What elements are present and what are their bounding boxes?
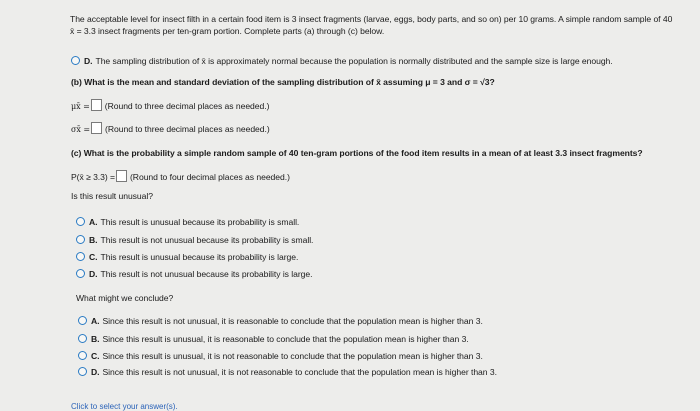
radio-button[interactable] — [71, 56, 80, 65]
radio-button[interactable] — [78, 367, 87, 376]
radio-button[interactable] — [76, 217, 85, 226]
radio-button[interactable] — [78, 351, 87, 360]
probability-note: (Round to four decimal places as needed.) — [130, 172, 290, 182]
radio-button[interactable] — [78, 316, 87, 325]
option-text: This result is not unusual because its probability is small. — [100, 235, 314, 245]
conclude-question: What might we conclude? — [76, 293, 174, 303]
mean-label: μx̄ = — [71, 102, 90, 111]
radio-button[interactable] — [78, 334, 87, 343]
option-text: This result is unusual because its probability is small. — [100, 217, 300, 227]
mean-row — [71, 99, 269, 111]
probability-label: P(x̄ ≥ 3.3) = — [71, 172, 115, 182]
part-a-option-d[interactable] — [71, 56, 613, 66]
part-c-question: (c) What is the probability a simple random sample of 40 ten-gram portions of the food item results in a mean of at least 3.3 insect fragments? — [71, 148, 643, 158]
mean-note: (Round to three decimal places as needed.) — [104, 101, 270, 111]
sd-note: (Round to three decimal places as needed.) — [105, 124, 270, 134]
sd-label: σx̄ = — [71, 125, 91, 134]
radio-button[interactable] — [76, 235, 85, 244]
unusual-question: Is this result unusual? — [71, 191, 153, 201]
radio-button[interactable] — [76, 269, 85, 278]
option-letter: D. — [89, 269, 98, 279]
option-text: Since this result is not unusual, it is not reasonable to conclude that the population mean is higher than 3. — [102, 367, 497, 377]
conclude-option-d[interactable] — [78, 367, 497, 377]
option-letter: C. — [91, 351, 100, 361]
mean-answer-input[interactable] — [91, 99, 102, 111]
option-text: Since this result is unusual, it is not reasonable to conclude that the population mean is higher than 3. — [102, 351, 483, 361]
probability-answer-input[interactable] — [116, 170, 127, 182]
unusual-option-a[interactable] — [76, 217, 299, 227]
sd-row — [71, 122, 270, 134]
unusual-option-d[interactable] — [76, 269, 312, 279]
option-letter: C. — [89, 252, 98, 262]
conclude-option-a[interactable] — [78, 316, 483, 326]
sd-answer-input[interactable] — [91, 122, 102, 134]
option-text: This result is unusual because its probability is large. — [100, 252, 299, 262]
conclude-option-c[interactable] — [78, 351, 483, 361]
option-text: Since this result is not unusual, it is reasonable to conclude that the population mean is higher than 3. — [102, 316, 483, 326]
option-letter: B. — [91, 334, 100, 344]
option-letter: D. — [84, 56, 93, 66]
select-answer-hint: Click to select your answer(s). — [71, 402, 178, 411]
unusual-option-c[interactable] — [76, 252, 298, 262]
conclude-option-b[interactable] — [78, 334, 469, 344]
intro-line-2: x̄ = 3.3 insect fragments per ten-gram portion. Complete parts (a) through (c) below. — [70, 26, 385, 36]
radio-button[interactable] — [76, 252, 85, 261]
option-text: The sampling distribution of x̄ is approximately normal because the population is normally distributed and the sample size is large enough. — [95, 56, 613, 66]
intro-line-1: The acceptable level for insect filth in a certain food item is 3 insect fragments (larvae, eggs, body parts, and so on) per 10 grams. A simple random sample of 40 — [70, 14, 673, 24]
unusual-option-b[interactable] — [76, 235, 313, 245]
option-letter: A. — [89, 217, 98, 227]
option-letter: B. — [89, 235, 98, 245]
option-letter: A. — [91, 316, 100, 326]
part-b-question: (b) What is the mean and standard deviation of the sampling distribution of x̄ assuming μ = 3 and σ = √3? — [71, 77, 495, 87]
probability-row — [71, 170, 290, 182]
option-text: This result is not unusual because its probability is large. — [100, 269, 313, 279]
option-letter: D. — [91, 367, 100, 377]
option-text: Since this result is unusual, it is reasonable to conclude that the population mean is higher than 3. — [102, 334, 469, 344]
